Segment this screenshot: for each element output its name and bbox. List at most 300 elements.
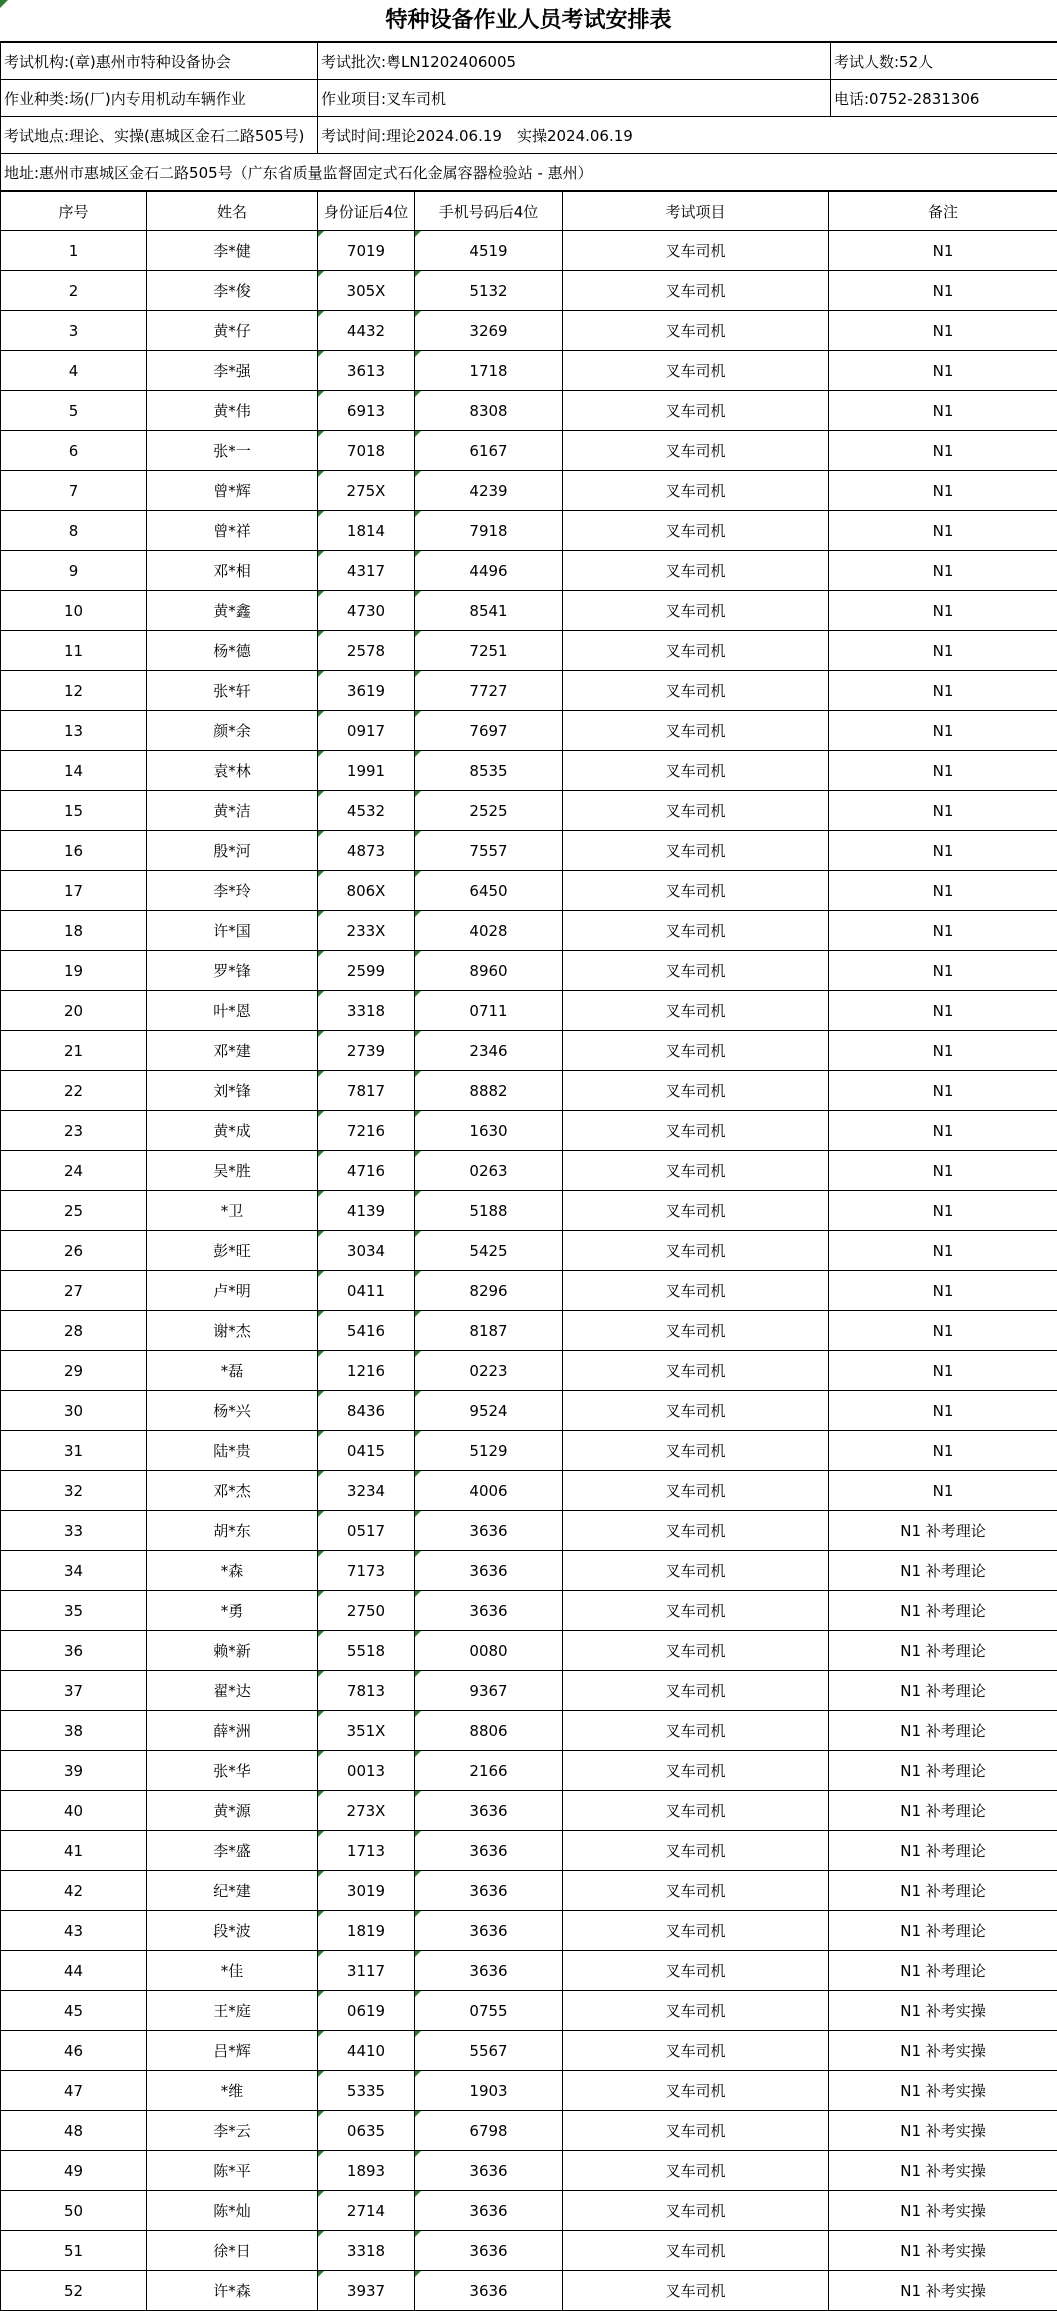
phone-last4: 9524 (415, 1391, 563, 1431)
remark: N1 补考实操 (829, 2231, 1057, 2271)
remark: N1 补考理论 (829, 1831, 1057, 1871)
phone-last4: 8187 (415, 1311, 563, 1351)
id-last4: 0619 (318, 1991, 415, 2031)
id-last4: 3234 (318, 1471, 415, 1511)
row-number: 50 (1, 2191, 147, 2231)
table-row (1, 1151, 1057, 1191)
table-row (1, 671, 1057, 711)
exam-item: 叉车司机 (563, 1391, 829, 1431)
table-row (1, 1591, 1057, 1631)
phone-last4: 5129 (415, 1431, 563, 1471)
info-count: 考试人数:52人 (831, 43, 1057, 80)
phone-last4: 3636 (415, 1911, 563, 1951)
column-header: 备注 (829, 192, 1057, 231)
exam-item: 叉车司机 (563, 1231, 829, 1271)
phone-last4: 8882 (415, 1071, 563, 1111)
exam-item: 叉车司机 (563, 791, 829, 831)
candidate-name: 杨*兴 (147, 1391, 318, 1431)
id-last4: 0013 (318, 1751, 415, 1791)
exam-item: 叉车司机 (563, 351, 829, 391)
exam-item: 叉车司机 (563, 1471, 829, 1511)
row-number: 24 (1, 1151, 147, 1191)
remark: N1 (829, 431, 1057, 471)
candidate-name: 颜*余 (147, 711, 318, 751)
row-number: 14 (1, 751, 147, 791)
candidate-name: 薛*洲 (147, 1711, 318, 1751)
candidate-name: 张*一 (147, 431, 318, 471)
candidate-name: 李*健 (147, 231, 318, 271)
phone-last4: 3636 (415, 1831, 563, 1871)
candidate-name: 张*轩 (147, 671, 318, 711)
id-last4: 4410 (318, 2031, 415, 2071)
exam-item: 叉车司机 (563, 1791, 829, 1831)
phone-last4: 8541 (415, 591, 563, 631)
row-number: 32 (1, 1471, 147, 1511)
row-number: 7 (1, 471, 147, 511)
exam-item: 叉车司机 (563, 311, 829, 351)
id-last4: 273X (318, 1791, 415, 1831)
candidate-name: 黄*源 (147, 1791, 318, 1831)
id-last4: 5518 (318, 1631, 415, 1671)
row-number: 20 (1, 991, 147, 1031)
phone-last4: 3269 (415, 311, 563, 351)
exam-item: 叉车司机 (563, 2231, 829, 2271)
candidate-name: 吴*胜 (147, 1151, 318, 1191)
candidate-name: *磊 (147, 1351, 318, 1391)
remark: N1 补考理论 (829, 1671, 1057, 1711)
candidate-name: 黄*成 (147, 1111, 318, 1151)
row-number: 26 (1, 1231, 147, 1271)
info-address: 地址:惠州市惠城区金石二路505号（广东省质量监督固定式石化金属容器检验站 - 惠州） (1, 154, 1057, 191)
table-row (1, 1911, 1057, 1951)
phone-last4: 3636 (415, 1551, 563, 1591)
row-number: 4 (1, 351, 147, 391)
table-row (1, 391, 1057, 431)
table-row (1, 271, 1057, 311)
remark: N1 补考理论 (829, 1911, 1057, 1951)
row-number: 5 (1, 391, 147, 431)
id-last4: 806X (318, 871, 415, 911)
remark: N1 补考理论 (829, 1511, 1057, 1551)
table-row (1, 551, 1057, 591)
phone-last4: 4028 (415, 911, 563, 951)
phone-last4: 9367 (415, 1671, 563, 1711)
phone-last4: 3636 (415, 2151, 563, 2191)
id-last4: 7019 (318, 231, 415, 271)
remark: N1 (829, 591, 1057, 631)
table-row (1, 831, 1057, 871)
table-row (1, 1671, 1057, 1711)
row-number: 35 (1, 1591, 147, 1631)
phone-last4: 8960 (415, 951, 563, 991)
id-last4: 5335 (318, 2071, 415, 2111)
phone-last4: 7697 (415, 711, 563, 751)
exam-item: 叉车司机 (563, 1991, 829, 2031)
remark: N1 补考实操 (829, 2271, 1057, 2311)
table-row (1, 591, 1057, 631)
remark: N1 补考实操 (829, 2031, 1057, 2071)
remark: N1 补考实操 (829, 2151, 1057, 2191)
exam-item: 叉车司机 (563, 2271, 829, 2311)
id-last4: 351X (318, 1711, 415, 1751)
table-row (1, 711, 1057, 751)
id-last4: 1991 (318, 751, 415, 791)
exam-item: 叉车司机 (563, 631, 829, 671)
candidate-name: 陈*平 (147, 2151, 318, 2191)
candidate-name: *勇 (147, 1591, 318, 1631)
row-number: 46 (1, 2031, 147, 2071)
remark: N1 补考理论 (829, 1871, 1057, 1911)
id-last4: 3117 (318, 1951, 415, 1991)
exam-item: 叉车司机 (563, 2031, 829, 2071)
candidate-name: 许*国 (147, 911, 318, 951)
candidate-name: 吕*辉 (147, 2031, 318, 2071)
phone-last4: 0755 (415, 1991, 563, 2031)
id-last4: 3318 (318, 991, 415, 1031)
remark: N1 (829, 911, 1057, 951)
candidate-name: 谢*杰 (147, 1311, 318, 1351)
remark: N1 (829, 1231, 1057, 1271)
candidate-name: *卫 (147, 1191, 318, 1231)
id-last4: 0917 (318, 711, 415, 751)
candidate-name: 李*云 (147, 2111, 318, 2151)
remark: N1 (829, 1111, 1057, 1151)
id-last4: 0635 (318, 2111, 415, 2151)
id-last4: 1216 (318, 1351, 415, 1391)
table-row (1, 1711, 1057, 1751)
remark: N1 (829, 831, 1057, 871)
row-number: 10 (1, 591, 147, 631)
id-last4: 3034 (318, 1231, 415, 1271)
phone-last4: 3636 (415, 1951, 563, 1991)
row-number: 29 (1, 1351, 147, 1391)
exam-item: 叉车司机 (563, 2191, 829, 2231)
exam-item: 叉车司机 (563, 1551, 829, 1591)
table-row (1, 431, 1057, 471)
row-number: 39 (1, 1751, 147, 1791)
exam-item: 叉车司机 (563, 751, 829, 791)
candidate-name: 杨*德 (147, 631, 318, 671)
candidate-name: 邓*建 (147, 1031, 318, 1071)
row-number: 43 (1, 1911, 147, 1951)
table-row (1, 2231, 1057, 2271)
candidate-name: 翟*达 (147, 1671, 318, 1711)
table-row (1, 1511, 1057, 1551)
remark: N1 补考实操 (829, 2071, 1057, 2111)
exam-item: 叉车司机 (563, 1591, 829, 1631)
id-last4: 7173 (318, 1551, 415, 1591)
phone-last4: 6167 (415, 431, 563, 471)
table-row (1, 511, 1057, 551)
remark: N1 (829, 671, 1057, 711)
phone-last4: 5425 (415, 1231, 563, 1271)
row-number: 13 (1, 711, 147, 751)
phone-last4: 0080 (415, 1631, 563, 1671)
phone-last4: 6798 (415, 2111, 563, 2151)
table-row (1, 2151, 1057, 2191)
candidate-name: 李*盛 (147, 1831, 318, 1871)
table-row (1, 991, 1057, 1031)
exam-item: 叉车司机 (563, 711, 829, 751)
remark: N1 (829, 631, 1057, 671)
remark: N1 (829, 1271, 1057, 1311)
exam-item: 叉车司机 (563, 1831, 829, 1871)
row-number: 6 (1, 431, 147, 471)
id-last4: 3619 (318, 671, 415, 711)
info-category: 作业种类:场(厂)内专用机动车辆作业 (1, 80, 318, 117)
candidate-name: 陈*灿 (147, 2191, 318, 2231)
remark: N1 (829, 1191, 1057, 1231)
row-number: 9 (1, 551, 147, 591)
exam-item: 叉车司机 (563, 1431, 829, 1471)
table-row (1, 1071, 1057, 1111)
remark: N1 (829, 871, 1057, 911)
id-last4: 4532 (318, 791, 415, 831)
row-number: 52 (1, 2271, 147, 2311)
table-row (1, 1791, 1057, 1831)
table-row (1, 1551, 1057, 1591)
row-number: 22 (1, 1071, 147, 1111)
candidate-name: *维 (147, 2071, 318, 2111)
table-row (1, 351, 1057, 391)
phone-last4: 4006 (415, 1471, 563, 1511)
remark: N1 补考实操 (829, 1991, 1057, 2031)
table-row (1, 1951, 1057, 1991)
table-row (1, 311, 1057, 351)
phone-last4: 7918 (415, 511, 563, 551)
column-header: 考试项目 (563, 192, 829, 231)
column-header: 序号 (1, 192, 147, 231)
table-row (1, 631, 1057, 671)
table-row (1, 1871, 1057, 1911)
candidate-name: 张*华 (147, 1751, 318, 1791)
id-last4: 2739 (318, 1031, 415, 1071)
row-number: 36 (1, 1631, 147, 1671)
phone-last4: 7727 (415, 671, 563, 711)
exam-item: 叉车司机 (563, 1271, 829, 1311)
exam-item: 叉车司机 (563, 951, 829, 991)
id-last4: 8436 (318, 1391, 415, 1431)
remark: N1 (829, 1151, 1057, 1191)
id-last4: 275X (318, 471, 415, 511)
table-row (1, 2111, 1057, 2151)
row-number: 28 (1, 1311, 147, 1351)
candidate-name: 罗*锋 (147, 951, 318, 991)
id-last4: 4139 (318, 1191, 415, 1231)
table-row (1, 1471, 1057, 1511)
table-row (1, 1231, 1057, 1271)
remark: N1 (829, 1031, 1057, 1071)
sheet-corner-marker (0, 0, 8, 8)
phone-last4: 4496 (415, 551, 563, 591)
phone-last4: 1903 (415, 2071, 563, 2111)
table-header-row (1, 192, 1057, 231)
table-row (1, 1031, 1057, 1071)
candidate-name: 徐*日 (147, 2231, 318, 2271)
row-number: 44 (1, 1951, 147, 1991)
row-number: 47 (1, 2071, 147, 2111)
exam-item: 叉车司机 (563, 471, 829, 511)
phone-last4: 5188 (415, 1191, 563, 1231)
candidate-name: 黄*伟 (147, 391, 318, 431)
id-last4: 4432 (318, 311, 415, 351)
candidate-rows (1, 231, 1057, 2311)
info-time: 考试时间:理论2024.06.19 实操2024.06.19 (318, 117, 1057, 154)
candidate-name: 叶*恩 (147, 991, 318, 1031)
phone-last4: 1718 (415, 351, 563, 391)
phone-last4: 3636 (415, 2271, 563, 2311)
candidate-name: 王*庭 (147, 1991, 318, 2031)
remark: N1 (829, 1471, 1057, 1511)
exam-item: 叉车司机 (563, 831, 829, 871)
exam-item: 叉车司机 (563, 911, 829, 951)
exam-item: 叉车司机 (563, 1311, 829, 1351)
candidate-name: 段*波 (147, 1911, 318, 1951)
remark: N1 补考理论 (829, 1591, 1057, 1631)
exam-item: 叉车司机 (563, 1071, 829, 1111)
row-number: 17 (1, 871, 147, 911)
id-last4: 6913 (318, 391, 415, 431)
row-number: 40 (1, 1791, 147, 1831)
candidate-name: 赖*新 (147, 1631, 318, 1671)
exam-item: 叉车司机 (563, 1351, 829, 1391)
table-row (1, 951, 1057, 991)
remark: N1 补考实操 (829, 2191, 1057, 2231)
table-row (1, 871, 1057, 911)
exam-item: 叉车司机 (563, 1631, 829, 1671)
row-number: 49 (1, 2151, 147, 2191)
row-number: 18 (1, 911, 147, 951)
table-row (1, 1431, 1057, 1471)
exam-item: 叉车司机 (563, 1151, 829, 1191)
row-number: 33 (1, 1511, 147, 1551)
row-number: 34 (1, 1551, 147, 1591)
remark: N1 (829, 1071, 1057, 1111)
exam-item: 叉车司机 (563, 1511, 829, 1551)
exam-item: 叉车司机 (563, 1871, 829, 1911)
id-last4: 0517 (318, 1511, 415, 1551)
phone-last4: 0263 (415, 1151, 563, 1191)
exam-item: 叉车司机 (563, 1031, 829, 1071)
id-last4: 3937 (318, 2271, 415, 2311)
id-last4: 4873 (318, 831, 415, 871)
remark: N1 (829, 551, 1057, 591)
table-row (1, 471, 1057, 511)
candidate-name: 李*俊 (147, 271, 318, 311)
exam-item: 叉车司机 (563, 431, 829, 471)
phone-last4: 3636 (415, 1791, 563, 1831)
table-row (1, 2191, 1057, 2231)
remark: N1 补考理论 (829, 1791, 1057, 1831)
exam-item: 叉车司机 (563, 871, 829, 911)
table-row (1, 791, 1057, 831)
id-last4: 1819 (318, 1911, 415, 1951)
table-row (1, 1111, 1057, 1151)
remark: N1 (829, 951, 1057, 991)
info-location: 考试地点:理论、实操(惠城区金石二路505号) (1, 117, 318, 154)
remark: N1 补考理论 (829, 1631, 1057, 1671)
candidate-name: 李*强 (147, 351, 318, 391)
table-row (1, 751, 1057, 791)
candidate-name: *佳 (147, 1951, 318, 1991)
row-number: 27 (1, 1271, 147, 1311)
row-number: 23 (1, 1111, 147, 1151)
table-row (1, 1991, 1057, 2031)
column-header: 身份证后4位 (318, 192, 415, 231)
row-number: 31 (1, 1431, 147, 1471)
id-last4: 4716 (318, 1151, 415, 1191)
phone-last4: 8535 (415, 751, 563, 791)
row-number: 3 (1, 311, 147, 351)
id-last4: 3019 (318, 1871, 415, 1911)
phone-last4: 7557 (415, 831, 563, 871)
remark: N1 (829, 351, 1057, 391)
row-number: 19 (1, 951, 147, 991)
phone-last4: 4239 (415, 471, 563, 511)
id-last4: 3613 (318, 351, 415, 391)
id-last4: 2578 (318, 631, 415, 671)
row-number: 8 (1, 511, 147, 551)
id-last4: 1814 (318, 511, 415, 551)
exam-item: 叉车司机 (563, 551, 829, 591)
phone-last4: 0223 (415, 1351, 563, 1391)
table-row (1, 1831, 1057, 1871)
exam-item: 叉车司机 (563, 2071, 829, 2111)
remark: N1 (829, 511, 1057, 551)
row-number: 2 (1, 271, 147, 311)
remark: N1 (829, 791, 1057, 831)
info-phone: 电话:0752-2831306 (831, 80, 1057, 117)
candidate-name: 陆*贵 (147, 1431, 318, 1471)
row-number: 37 (1, 1671, 147, 1711)
table-row (1, 1391, 1057, 1431)
table-row (1, 1351, 1057, 1391)
candidate-name: *森 (147, 1551, 318, 1591)
id-last4: 3318 (318, 2231, 415, 2271)
row-number: 45 (1, 1991, 147, 2031)
id-last4: 2599 (318, 951, 415, 991)
phone-last4: 5132 (415, 271, 563, 311)
exam-item: 叉车司机 (563, 991, 829, 1031)
id-last4: 7817 (318, 1071, 415, 1111)
table-row (1, 1751, 1057, 1791)
exam-item: 叉车司机 (563, 1111, 829, 1151)
id-last4: 4730 (318, 591, 415, 631)
phone-last4: 3636 (415, 1511, 563, 1551)
info-institution: 考试机构:(章)惠州市特种设备协会 (1, 43, 318, 80)
remark: N1 (829, 711, 1057, 751)
info-project: 作业项目:叉车司机 (318, 80, 831, 117)
remark: N1 (829, 231, 1057, 271)
row-number: 21 (1, 1031, 147, 1071)
remark: N1 (829, 471, 1057, 511)
table-row (1, 1191, 1057, 1231)
exam-item: 叉车司机 (563, 391, 829, 431)
phone-last4: 0711 (415, 991, 563, 1031)
id-last4: 0411 (318, 1271, 415, 1311)
info-batch: 考试批次:粤LN1202406005 (318, 43, 831, 80)
phone-last4: 1630 (415, 1111, 563, 1151)
id-last4: 7216 (318, 1111, 415, 1151)
candidate-name: 曾*祥 (147, 511, 318, 551)
candidate-name: 黄*鑫 (147, 591, 318, 631)
exam-item: 叉车司机 (563, 1711, 829, 1751)
exam-item: 叉车司机 (563, 2111, 829, 2151)
table-row (1, 1631, 1057, 1671)
candidate-name: 黄*洁 (147, 791, 318, 831)
phone-last4: 8806 (415, 1711, 563, 1751)
row-number: 12 (1, 671, 147, 711)
